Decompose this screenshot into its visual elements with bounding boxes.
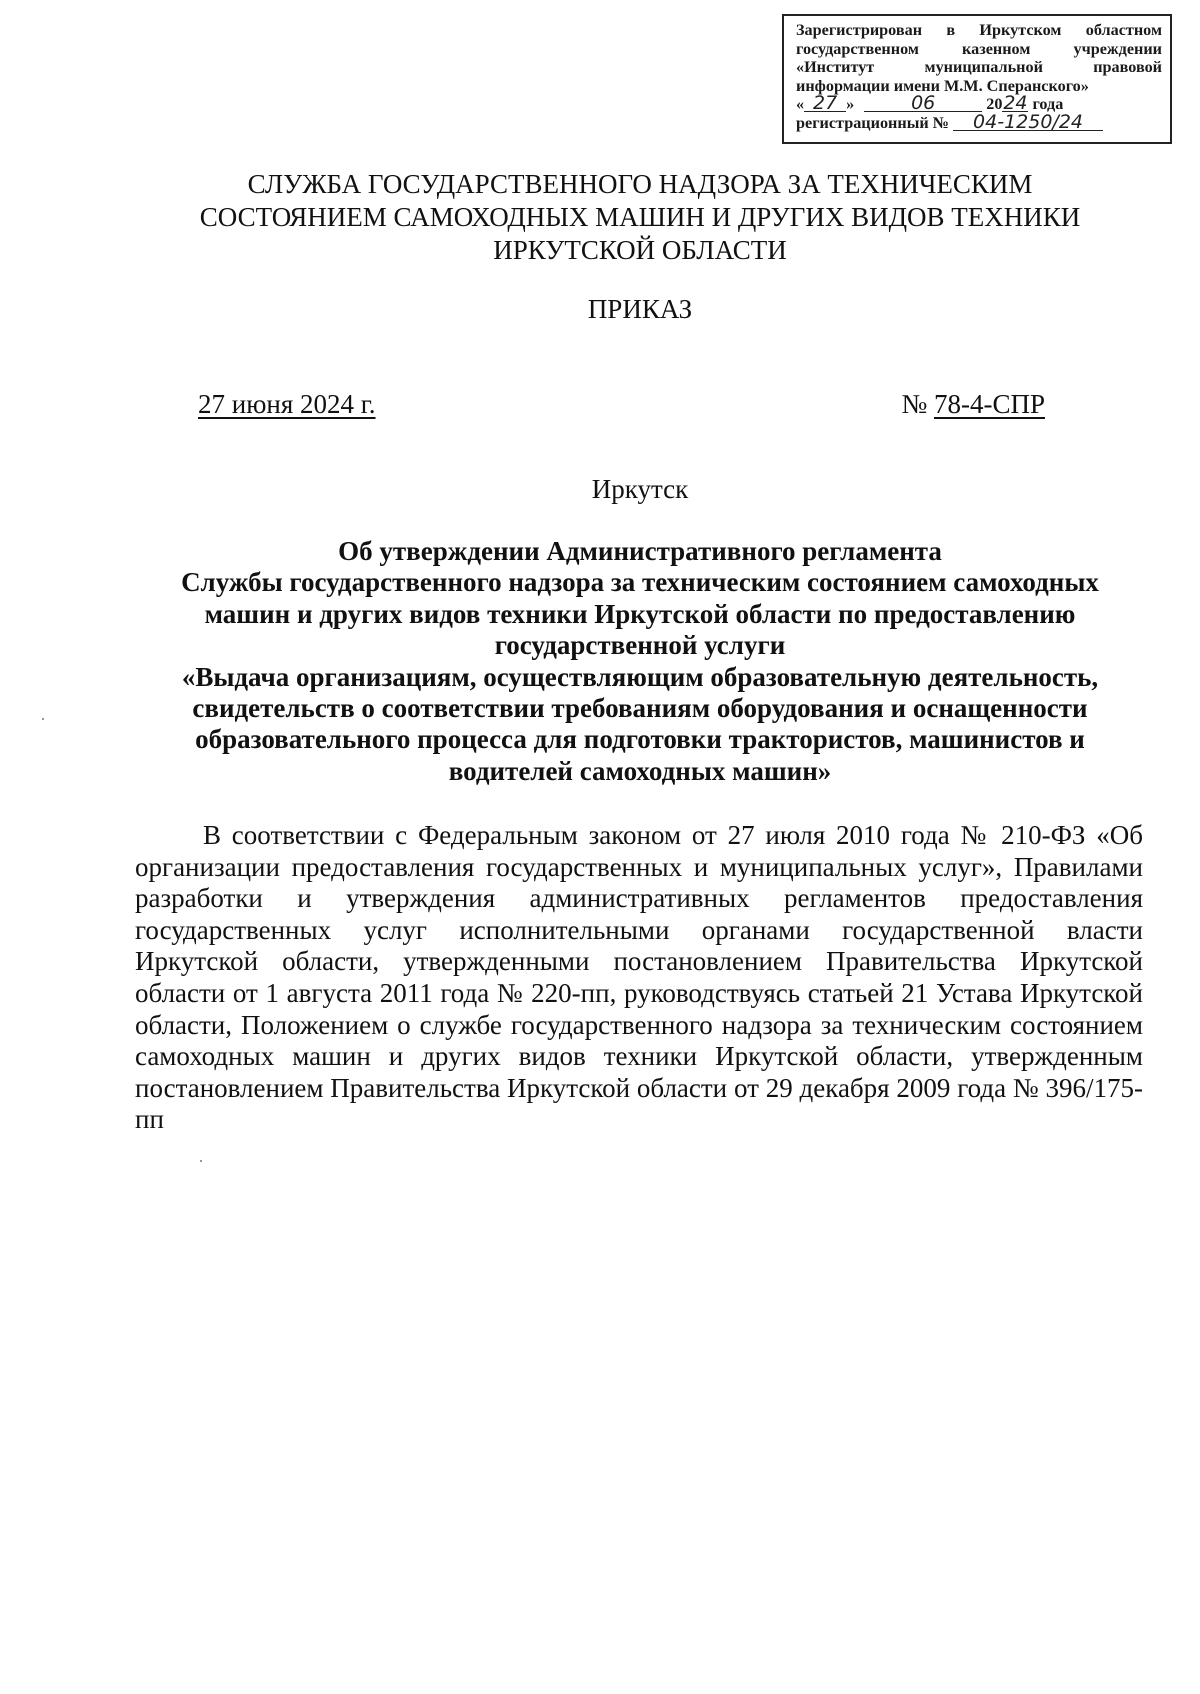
stamp-day-open: « (796, 95, 805, 113)
stamp-day-handwritten: 27 (804, 95, 846, 112)
subject-line-6: свидетельств о соответствии требованиям оборудования и оснащенности (192, 693, 1088, 724)
subject-line-5: «Выдача организациям, осуществляющим образовательную деятельность, (181, 661, 1099, 692)
document-number (901, 388, 1045, 421)
stamp-line-2: государственном казенном учреждении (796, 39, 1162, 58)
subject-line-1: Об утверждении Административного регламента (338, 536, 942, 566)
subject-line-3: машин и других видов техники Иркутской области по предоставлению (204, 598, 1076, 629)
stamp-year-prefix: 20 (986, 95, 1003, 113)
stamp-reg-label: регистрационный № (796, 113, 949, 132)
body-paragraph: В соответствии с Федеральным законом от 27 июля 2010 года № 210-ФЗ «Об организации предоставления государственных и муниципальных услуг», Правилами разработки и утверждения административных регламентов предоставления государственных услуг исполнительными органами государственной власти Иркутской области, утвержденными постановлением Правительства Иркутской области от 1 августа 2011 года № 220-пп, руководствуясь статьей 21 Устава Иркутской области, Положением о службе государственного надзора за техническим состоянием самоходных машин и других видов техники Иркутской области, утвержденным постановлением Правительства Иркутской области от 29 декабря 2009 года № 396/175-пп (135, 820, 1143, 1135)
stamp-year-handwritten: 24 (1003, 92, 1028, 114)
subject-line-4: государственной услуги (494, 630, 786, 661)
subject-line-2: Службы государственного надзора за техническим состоянием самоходных (181, 567, 1099, 598)
stamp-reg-line (796, 110, 1162, 133)
document-date: 27 июня 2024 г. (198, 389, 376, 419)
organization-title (120, 168, 1160, 267)
subject-line-8: водителей самоходных машин» (448, 755, 832, 786)
document-city: Иркутск (591, 474, 689, 504)
stamp-line-1: Зарегистрирован в Иркутском областном (796, 21, 1162, 39)
org-title-line-1: СЛУЖБА ГОСУДАРСТВЕННОГО НАДЗОРА ЗА ТЕХНИЧЕСКИМ (247, 169, 1033, 199)
stamp-reg-number-handwritten: 04-1250/24 (953, 114, 1103, 131)
stamp-year-word: года (1032, 95, 1064, 113)
stamp-day-close: » (846, 95, 855, 113)
subject-line-7: образовательного процесса для подготовки трактористов, машинистов и (195, 724, 1085, 755)
document-type: ПРИКАЗ (587, 294, 693, 324)
registration-stamp (782, 14, 1172, 144)
stamp-line-4: информации имени М.М. Сперанского» (796, 76, 1089, 95)
scan-speck (200, 1160, 202, 1162)
stamp-month-handwritten: 06 (864, 95, 982, 112)
number-value: 78-4-СПР (933, 389, 1045, 419)
org-title-line-3: ИРКУТСКОЙ ОБЛАСТИ (493, 235, 787, 265)
scan-speck (42, 718, 44, 720)
document-subject (150, 536, 1130, 787)
stamp-line-3: «Институт муниципальной правовой (796, 58, 1162, 76)
org-title-line-2: СОСТОЯНИЕМ САМОХОДНЫХ МАШИН И ДРУГИХ ВИДОВ ТЕХНИКИ (199, 202, 1081, 232)
number-sign: № (901, 389, 928, 419)
